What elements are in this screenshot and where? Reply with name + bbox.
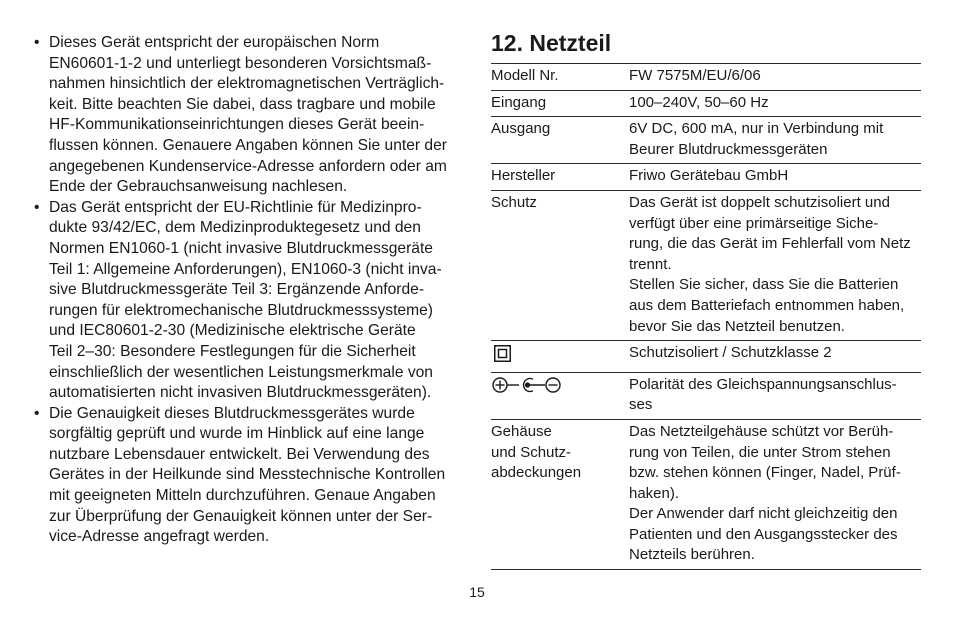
bullet-accuracy (34, 404, 464, 548)
double-insulation-icon (494, 345, 511, 362)
page-number: 15 (469, 584, 485, 600)
spec-label: Ausgang (491, 117, 629, 164)
bullet-eu-directive (34, 198, 464, 404)
spec-label: Schutz (491, 190, 629, 340)
spec-row (491, 190, 921, 340)
spec-value: Schutzisoliert / Schutzklasse 2 (629, 341, 921, 373)
right-column (491, 30, 921, 570)
spec-row (491, 117, 921, 164)
spec-table (491, 63, 921, 570)
bullet-text: Dieses Gerät entspricht der europäischen Norm EN60601-1-2 und unterliegt besonderen Vorsichtsmaß- nahmen hinsichtlich der elektromagnetischen Verträglich- keit. Bitte beachten Sie dabei, dass tragbare und mobile HF-Kommunikationseinrichtungen dieses Gerät beein- flussen können. Genauere Angaben können Sie unter der angegebenen Kundenservice-Adresse anfordern oder am Ende der Gebrauchsanweisung nachlesen. (49, 34, 447, 196)
spec-symbol-cell (491, 372, 629, 419)
spec-row (491, 164, 921, 191)
left-column (34, 33, 464, 548)
spec-value: Das Netzteilgehäuse schützt vor Berüh- rung von Teilen, die unter Strom stehen bzw. stehen können (Finger, Nadel, Prüf- haken). Der Anwender darf nicht gleichzeitig den Patienten und den Ausgangsstecker des Netzteils berühren. (629, 419, 921, 569)
section-title: 12. Netzteil (491, 30, 612, 56)
spec-row (491, 372, 921, 419)
spec-value: FW 7575M/EU/6/06 (629, 64, 921, 91)
spec-value: 100–240V, 50–60 Hz (629, 90, 921, 117)
spec-value: Das Gerät ist doppelt schutzisoliert und verfügt über eine primärseitige Siche- rung, die das Gerät im Fehlerfall vom Netz trennt. Stellen Sie sicher, dass Sie die Batterien aus dem Batteriefach entnommen haben, bevor Sie das Netzteil benutzen. (629, 190, 921, 340)
spec-row (491, 341, 921, 373)
spec-value: Polarität des Gleichspannungsanschlus- ses (629, 372, 921, 419)
bullet-text: Das Gerät entspricht der EU-Richtlinie für Medizinpro- dukte 93/42/EC, dem Medizinproduktegesetz und den Normen EN1060-1 (nicht invasive Blutdruckmessgeräte Teil 1: Allgemeine Anforderungen), EN1060-3 (nicht inva- sive Blutdruckmessgeräte Teil 3: Ergänzende Anforde- rungen für elektromechanische Blutdruckmesssysteme) und IEC80601-2-30 (Medizinische elektrische Geräte Teil 2–30: Besondere Festlegungen für die Sicherheit einschließlich der wesentlichen Leistungsmerkmale von automatisierten nicht invasiven Blutdruckmessgeräten). (49, 198, 442, 402)
spec-value: Friwo Gerätebau GmbH (629, 164, 921, 191)
bullet-emv (34, 33, 464, 198)
spec-label: Hersteller (491, 164, 629, 191)
spec-label: Gehäuse und Schutz- abdeckungen (491, 419, 629, 569)
spec-label: Modell Nr. (491, 64, 629, 91)
spec-row (491, 90, 921, 117)
spec-row (491, 419, 921, 569)
spec-value: 6V DC, 600 mA, nur in Verbindung mit Beurer Blutdruckmessgeräten (629, 117, 921, 164)
bullet-text: Die Genauigkeit dieses Blutdruckmessgerätes wurde sorgfältig geprüft und wurde im Hinblick auf eine lange nutzbare Lebensdauer entwickelt. Bei Verwendung des Gerätes in der Heilkunde sind Messtechnische Kontrollen mit geeigneten Mitteln durchzuführen. Genaue Angaben zur Überprüfung der Genauigkeit können unter der Ser- vice-Adresse angefragt werden. (49, 404, 446, 546)
spec-row (491, 64, 921, 91)
spec-symbol-cell (491, 341, 629, 373)
polarity-icon (491, 376, 563, 394)
spec-label: Eingang (491, 90, 629, 117)
